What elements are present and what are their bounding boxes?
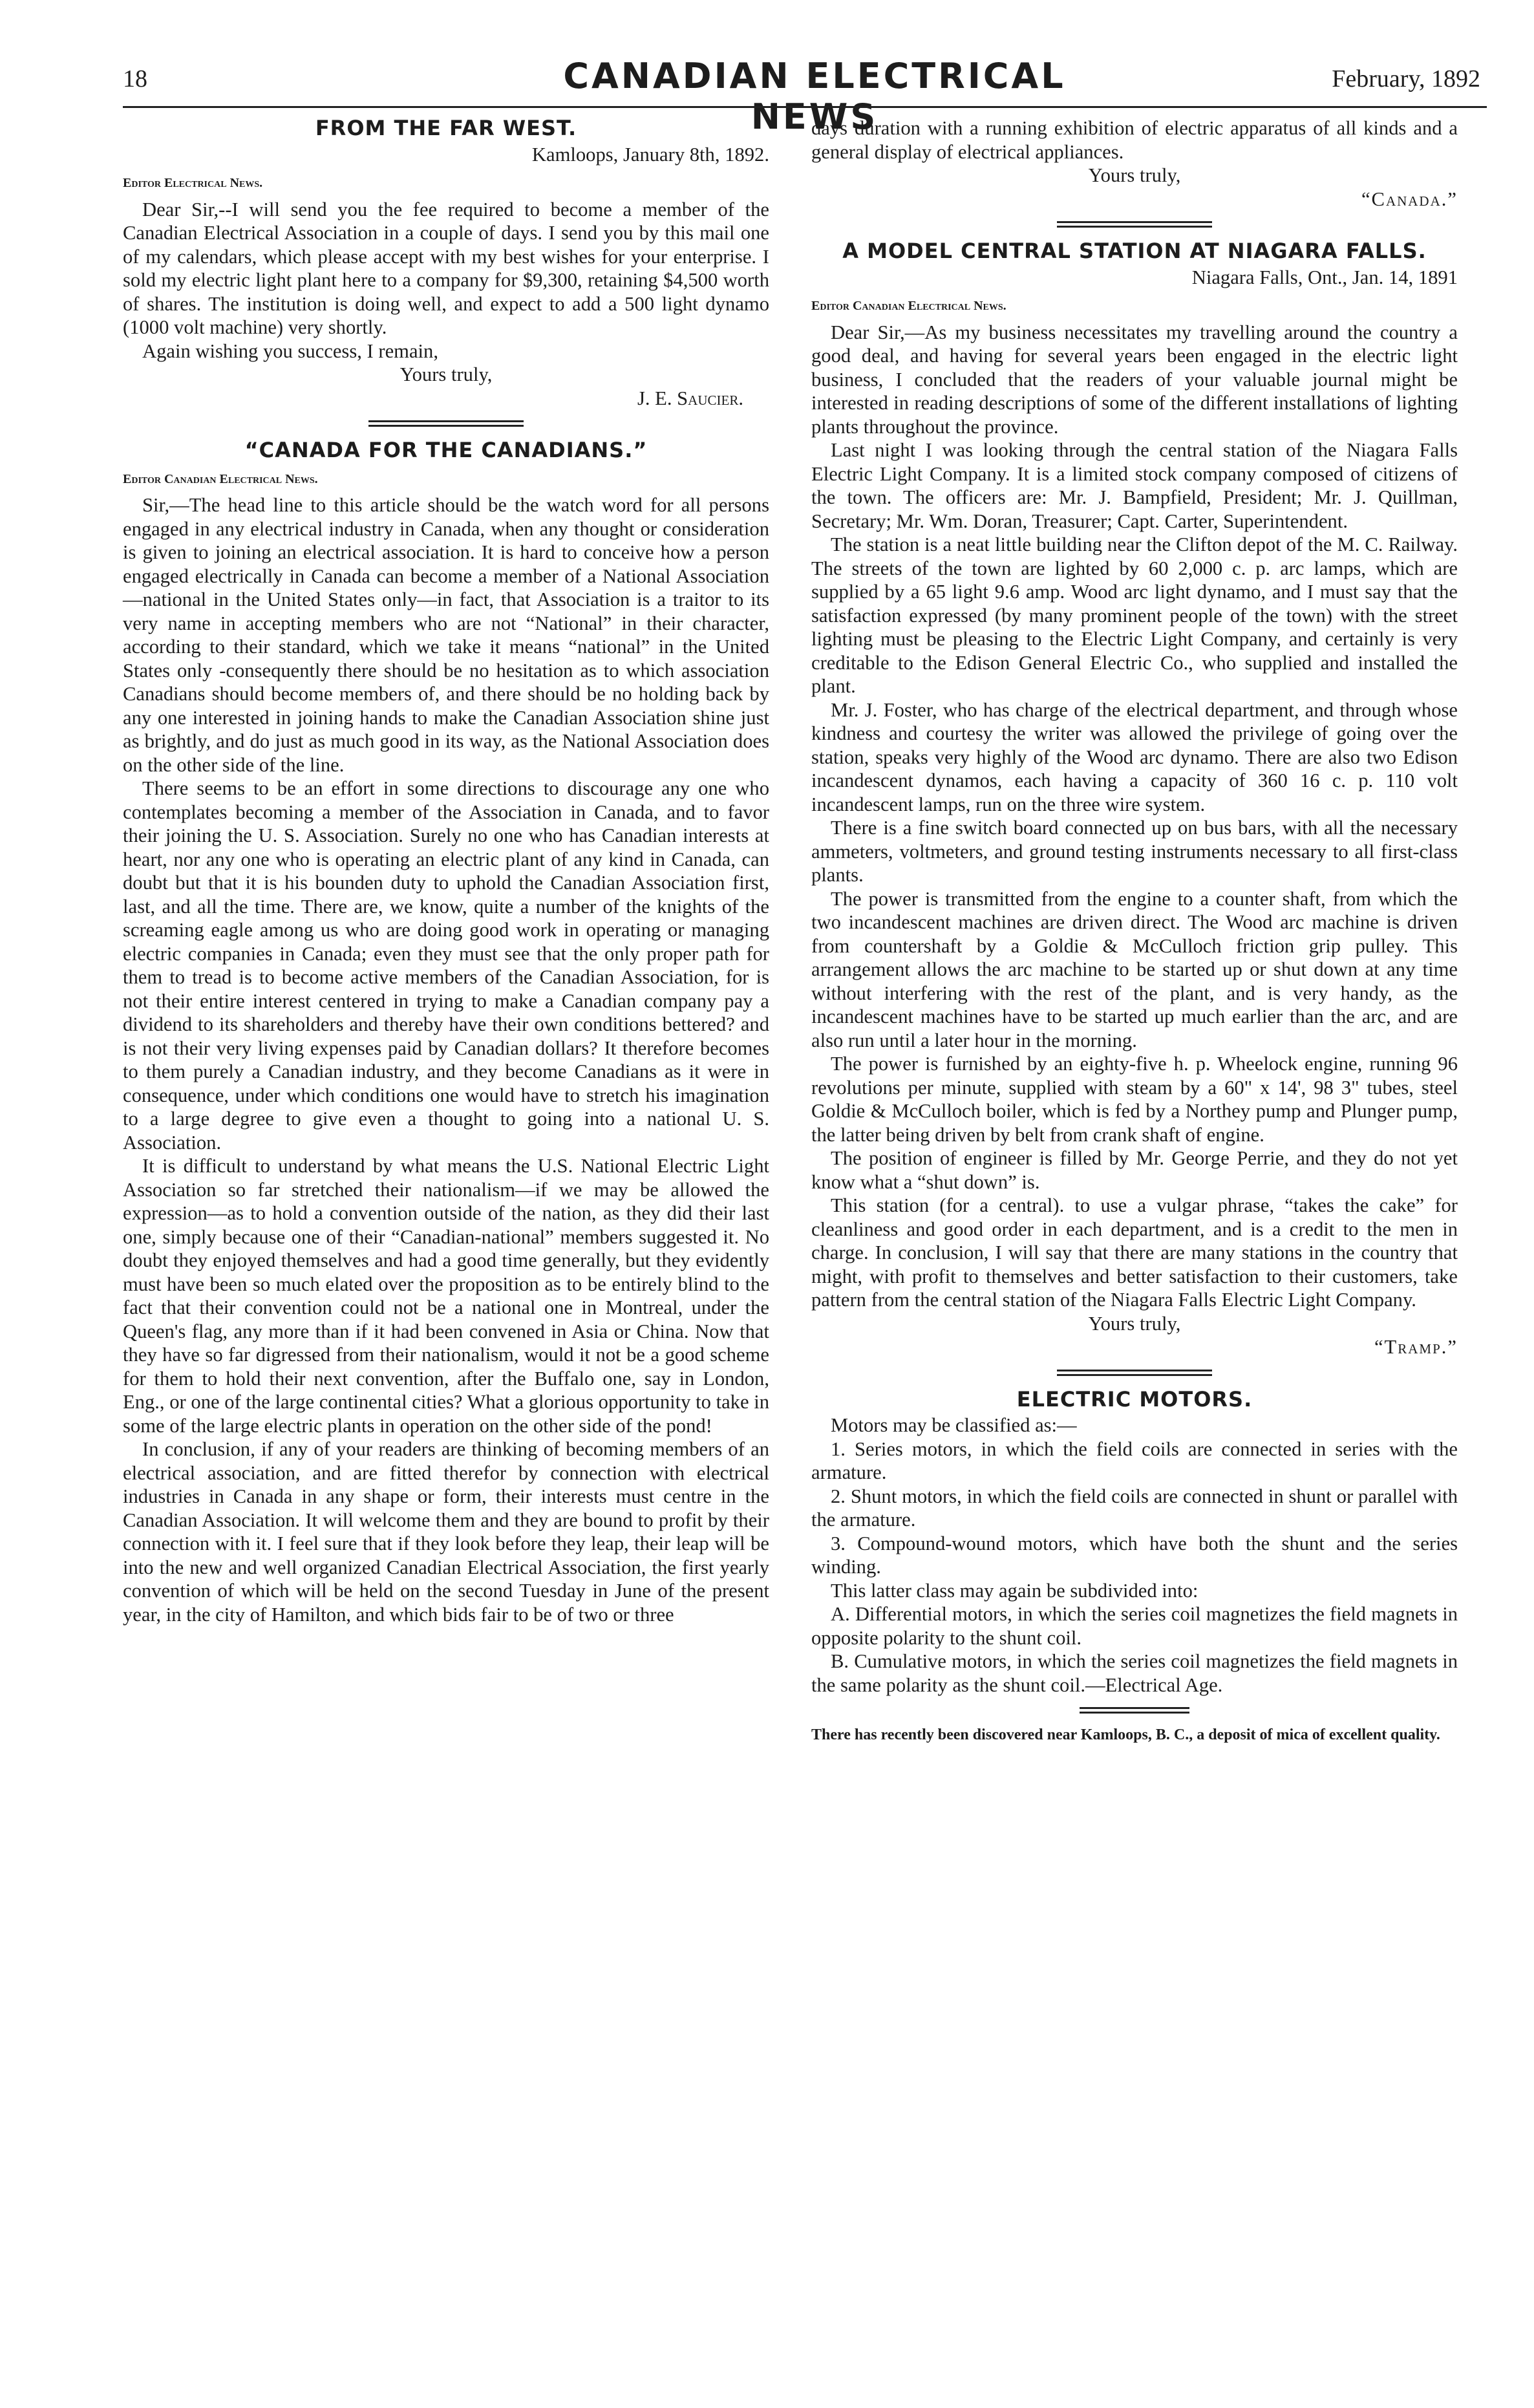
niagara-closing: Yours truly, <box>1088 1312 1181 1335</box>
far-west-addressee: Editor Electrical News. <box>123 176 263 190</box>
niagara-paragraph: Mr. J. Foster, who has charge of the electrical department, and through whose kindness and courtesy the writer was allowed the privilege of going over the station, speaks very highly of the Wood arc dynamo. There are also two Edison incandescent dynamos, each having a capacity of 360 16 c. p. 110 volt incandescent lamps, run on the three wire system. <box>811 698 1458 815</box>
far-west-paragraph: Dear Sir,--I will send you the fee required to become a member of the Canadian Electrical Association in a couple of days. I send you by this mail one of my calendars, which please accept with my best wishes for your enterprise. I sold my electric light plant here to a company for $9,300, retaining $4,500 worth of shares. The institution is doing well, and expect to add a 500 light dynamo (1000 volt machine) very shortly. <box>123 198 769 338</box>
far-west-dateline: Kamloops, January 8th, 1892. <box>531 143 769 166</box>
far-west-headline: FROM THE FAR WEST. <box>315 116 577 140</box>
canada-paragraph: Sir,—The head line to this article should be the watch word for all persons engaged in any electrical industry in Canada, when any thought or consideration is given to joining an electrical association. It is hard to conceive how a person engaged electrically in Canada can become a member of a National Association—national in the United States only—in fact, that Association is a traitor to its very name in accepting members who are not “National” in their character, according to their standard, which we take it means “national” in the United States only -consequently there should be no hesitation as to which association Canadians should become members of, and there should be no holding back by any one interested in joining hands to make the Canadian Association shine just as brightly, and do just as much good in its way, as the National Association does on the other side of the line. <box>123 494 769 776</box>
niagara-paragraph: The position of engineer is filled by Mr. George Perrie, and they do not yet know what a “shut down” is. <box>811 1147 1458 1193</box>
motors-list-item: 3. Compound-wound motors, which have both the shunt and the series winding. <box>811 1532 1458 1578</box>
journal-title: CANADIAN ELECTRICAL NEWS <box>563 56 1066 137</box>
niagara-paragraph: The station is a neat little building near the Clifton depot of the M. C. Railway. The streets of the town are lighted by 60 2,000 c. p. arc lamps, which are supplied by a 65 light 9.6 amp. Wood arc light dynamo, and I must say that the satisfaction expressed (by many prominent people of the town) with the street lighting must be pleasing to the Electric Light Company, and certainly is very creditable to the Edison General Electric Co., who supplied and installed the plant. <box>811 533 1458 697</box>
canada-closing: Yours truly, <box>1088 164 1181 186</box>
niagara-paragraph: This station (for a central). to use a vulgar phrase, “takes the cake” for cleanliness and good order in each department, and is a credit to the men in charge. In conclusion, I will say that there are many stations in the country that might, with profit to themselves and better satisfaction to their customers, take pattern from the central station of the Niagara Falls Electric Light Company. <box>811 1194 1458 1311</box>
canada-paragraph: There seems to be an effort in some directions to discourage any one who contemplates becoming a member of the Association in Canada, and to favor their joining the U. S. Association. Surely no one who has Canadian interests at heart, nor any one who is operating an electric plant of any kind in Canada, can doubt but that it is his bounden duty to uphold the Canadian Association first, last, and all the time. There are, we know, quite a number of the knights of the screaming eagle among us who are doing good work in operating or managing electric companies in Canada; even they must see that the only proper path for them to tread is to become active members of the Canadian Association, for is not their entire interest centered in trying to make a Canadian company pay a dividend to its shareholders and thereby have their own conditions bettered? and is not their very living expenses paid by Canadian dollars? It therefore becomes to them purely a Canadian industry, and they become Canadians as it were in consequence, under which conditions one would have to stretch his imagination to a large degree to give even a thought to going into a national U. S. Association. <box>123 777 769 1154</box>
niagara-dateline: Niagara Falls, Ont., Jan. 14, 1891 <box>1191 266 1458 288</box>
motors-list-item: A. Differential motors, in which the series coil magnetizes the field magnets in opposite polarity to the shunt coil. <box>811 1603 1458 1649</box>
right-column <box>811 116 1458 1745</box>
section-divider <box>1080 1707 1189 1714</box>
niagara-paragraph: There is a fine switch board connected up on bus bars, with all the necessary ammeters, voltmeters, and ground testing instruments necessary to all first-class plants. <box>811 817 1458 886</box>
niagara-headline: A MODEL CENTRAL STATION AT NIAGARA FALLS. <box>842 239 1427 263</box>
niagara-paragraph: Dear Sir,—As my business necessitates my travelling around the country a good deal, and having for several years been engaged in the electric light business, I concluded that the readers of your valuable journal might be interested in reading descriptions of some of the different installations of lighting plants throughout the province. <box>811 321 1458 438</box>
kamloops-note: There has recently been discovered near Kamloops, B. C., a deposit of mica of excellent quality. <box>811 1726 1440 1743</box>
canada-headline: “CANADA FOR THE CANADIANS.” <box>244 438 648 462</box>
header-rule <box>123 106 1487 108</box>
motors-list-item: This latter class may again be subdivided into: <box>831 1579 1198 1602</box>
niagara-signature: “Tramp.” <box>1374 1336 1458 1358</box>
section-divider <box>1057 221 1212 228</box>
section-divider <box>1057 1370 1212 1376</box>
canada-signature: “Canada.” <box>1361 188 1458 210</box>
niagara-paragraph: Last night I was looking through the central station of the Niagara Falls Electric Light Company. It is a limited stock company composed of citizens of the town. The officers are: Mr. J. Bampfield, President; Mr. J. Quillman, Secretary; Mr. Wm. Doran, Treasurer; Capt. Carter, Superintendent. <box>811 439 1458 532</box>
section-divider <box>368 420 524 427</box>
canada-continuation: days duration with a running exhibition of electric apparatus of all kinds and a general display of electrical appliances. <box>811 117 1458 163</box>
motors-list-item: 1. Series motors, in which the field coils are connected in series with the armature. <box>811 1437 1458 1483</box>
canada-paragraph: In conclusion, if any of your readers are thinking of becoming members of an electrical association, and are fitted therefor by connection with electrical industries in Canada in any shape or form, their interests must centre in the Canadian Association. It will welcome them and they are bound to profit by their connection with it. I feel sure that if they look before they leap, their leap will be into the new and well organized Canadian Electrical Association, the first yearly convention of which will be held on the second Tuesday in June of the present year, in the city of Hamilton, and which bids fair to be of two or three <box>123 1438 769 1626</box>
motors-headline: ELECTRIC MOTORS. <box>1016 1386 1253 1412</box>
niagara-paragraph: The power is furnished by an eighty-five h. p. Wheelock engine, running 96 revolutions per minute, supplied with steam by a 60" x 14', 98 3" tubes, steel Goldie & McCulloch boiler, which is fed by a Northey pump and Plunger pump, the latter being driven by belt from crank shaft of engine. <box>811 1053 1458 1146</box>
motors-intro: Motors may be classified as:— <box>831 1414 1077 1436</box>
canada-paragraph: It is difficult to understand by what means the U.S. National Electric Light Association so far stretched their nationalism—if we may be allowed the expression—as to hold a convention outside of the nation, as they did their last one, simply because one of their “Canadian-national” members suggested it. No doubt they enjoyed themselves and had a good time generally, but they evidently must have been so much elated over the proposition as to be entirely blind to the fact that their convention could not be a national one in Montreal, under the Queen's flag, any more than if it had been convened in Asia or China. Now that they have so far digressed from their nationalism, would it not be a good scheme for them to hold their next convention, after the Buffalo one, say in London, Eng., or one of the large continental cities? What a glorious opportunity to take in some of the large electric plants in operation on the other side of the pond! <box>123 1155 769 1437</box>
canada-addressee: Editor Canadian Electrical News. <box>123 471 318 486</box>
niagara-addressee: Editor Canadian Electrical News. <box>811 299 1007 313</box>
motors-list-item: B. Cumulative motors, in which the series coil magnetizes the field magnets in the same polarity as the shunt coil.—Electrical Age. <box>811 1650 1458 1696</box>
motors-list-item: 2. Shunt motors, in which the field coils are connected in shunt or parallel with the armature. <box>811 1485 1458 1531</box>
page-number: 18 <box>123 65 147 92</box>
niagara-paragraph: The power is transmitted from the engine to a counter shaft, from which the two incandescent machines are driven direct. The Wood arc machine is driven from countershaft by a Goldie & McCulloch friction grip pulley. This arrangement allows the arc machine to be started up or shut down at any time without interfering with the rest of the plant, and is very handy, as the incandescent machines have to be started up much earlier than the arc, and are also run until a later hour in the morning. <box>811 887 1458 1051</box>
far-west-closing: Yours truly, <box>399 363 493 385</box>
left-column <box>123 116 769 1626</box>
far-west-signature: J. E. Saucier. <box>637 387 743 409</box>
issue-date: February, 1892 <box>1332 65 1480 92</box>
far-west-paragraph: Again wishing you success, I remain, <box>142 339 438 362</box>
